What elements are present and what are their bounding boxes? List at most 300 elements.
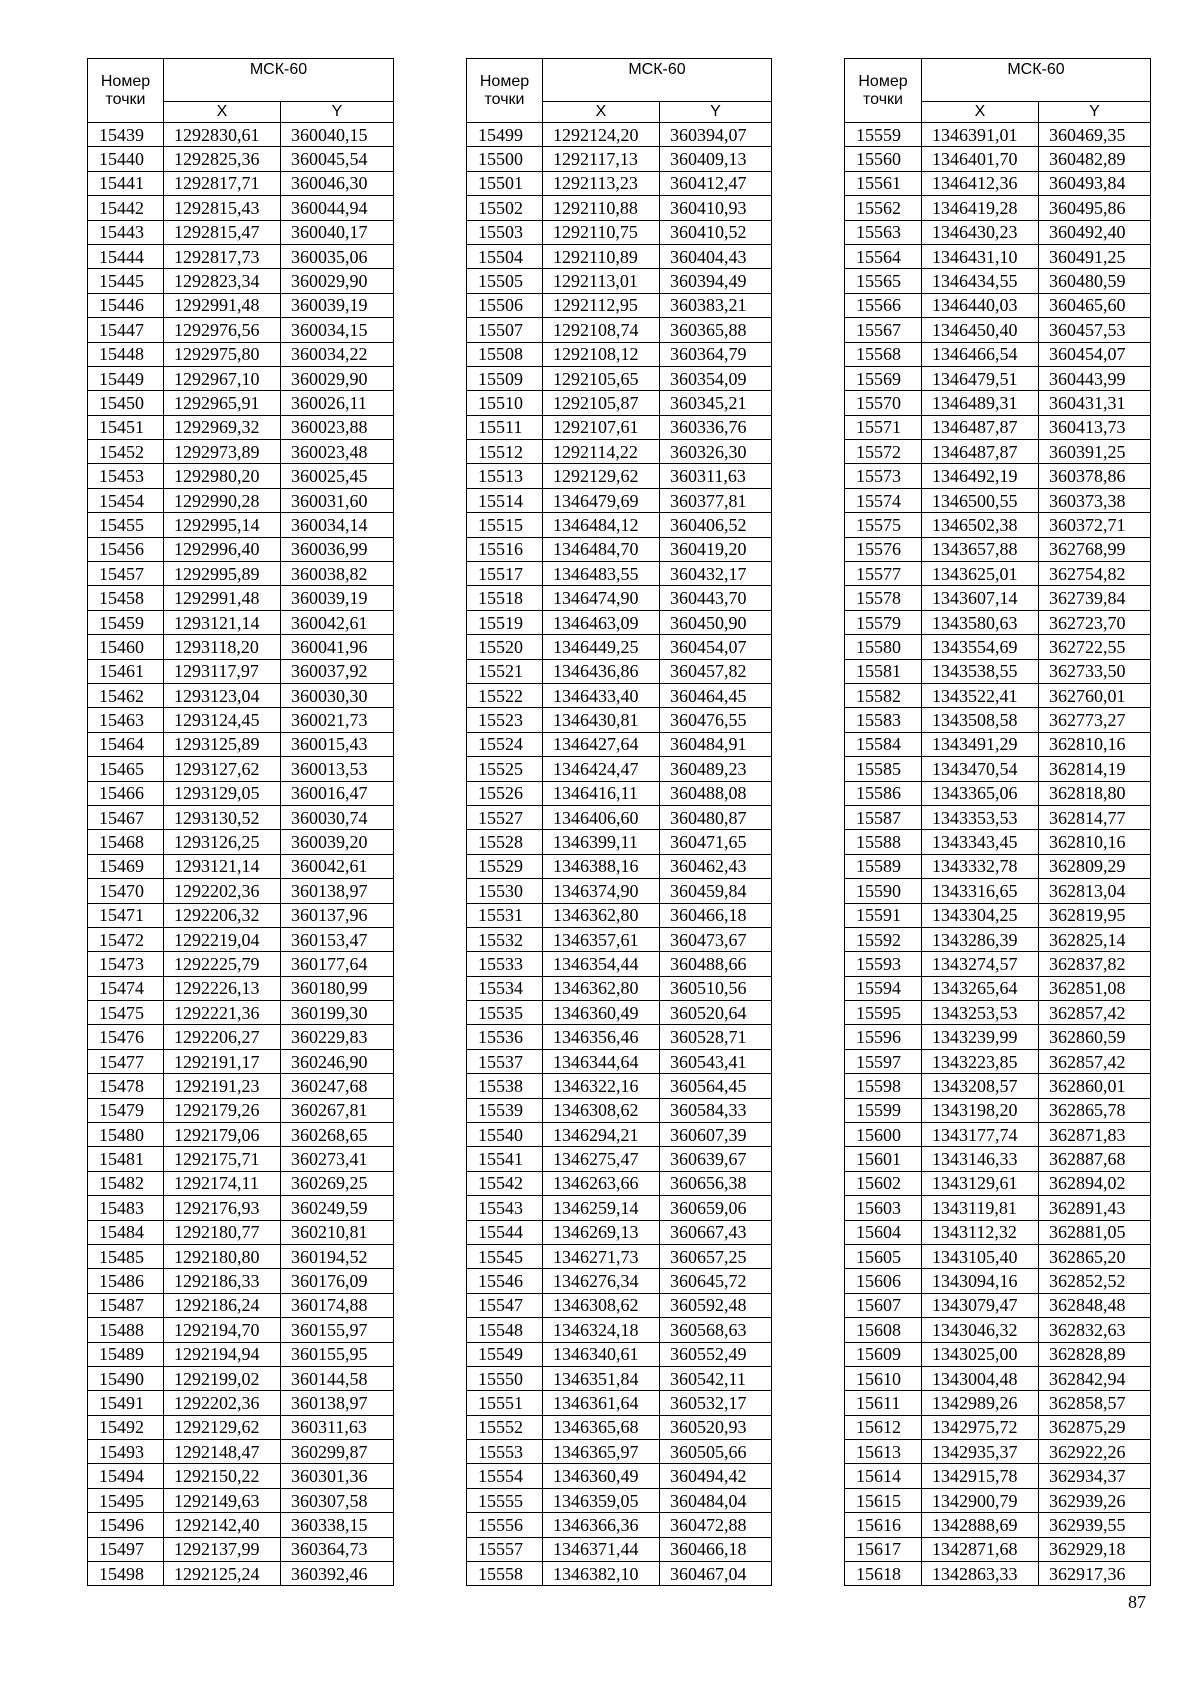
x-coordinate-cell: 1342871,68 bbox=[922, 1537, 1039, 1561]
y-coordinate-cell: 360657,25 bbox=[660, 1244, 772, 1268]
point-number-cell: 15554 bbox=[467, 1464, 543, 1488]
x-coordinate-cell: 1292108,12 bbox=[543, 342, 660, 366]
table-row bbox=[88, 830, 394, 854]
table-row bbox=[467, 391, 772, 415]
x-coordinate-cell: 1346382,10 bbox=[543, 1562, 660, 1586]
y-coordinate-cell: 360488,08 bbox=[660, 781, 772, 805]
y-coordinate-cell: 360489,23 bbox=[660, 757, 772, 781]
point-number-cell: 15487 bbox=[88, 1293, 164, 1317]
table-row bbox=[467, 537, 772, 561]
y-coordinate-cell: 360311,63 bbox=[281, 1415, 394, 1439]
point-number-cell: 15607 bbox=[845, 1293, 922, 1317]
x-coordinate-cell: 1346391,01 bbox=[922, 123, 1039, 147]
x-coordinate-cell: 1346388,16 bbox=[543, 854, 660, 878]
y-coordinate-cell: 360229,83 bbox=[281, 1025, 394, 1049]
x-coordinate-cell: 1346424,47 bbox=[543, 757, 660, 781]
table-row bbox=[845, 732, 1151, 756]
point-number-cell: 15591 bbox=[845, 903, 922, 927]
y-coordinate-cell: 360044,94 bbox=[281, 196, 394, 220]
y-coordinate-cell: 360269,25 bbox=[281, 1171, 394, 1195]
point-number-cell: 15608 bbox=[845, 1318, 922, 1342]
x-coordinate-cell: 1292129,62 bbox=[164, 1415, 281, 1439]
header-x: X bbox=[543, 102, 660, 123]
y-coordinate-cell: 360476,55 bbox=[660, 708, 772, 732]
point-number-cell: 15490 bbox=[88, 1366, 164, 1390]
x-coordinate-cell: 1343316,65 bbox=[922, 879, 1039, 903]
point-number-cell: 15444 bbox=[88, 244, 164, 268]
point-number-cell: 15503 bbox=[467, 220, 543, 244]
point-number-cell: 15493 bbox=[88, 1440, 164, 1464]
table-row bbox=[88, 854, 394, 878]
table-row bbox=[467, 293, 772, 317]
point-number-cell: 15474 bbox=[88, 976, 164, 1000]
x-coordinate-cell: 1346412,36 bbox=[922, 171, 1039, 195]
y-coordinate-cell: 360307,58 bbox=[281, 1488, 394, 1512]
y-coordinate-cell: 362887,68 bbox=[1039, 1147, 1151, 1171]
table-row bbox=[467, 683, 772, 707]
y-coordinate-cell: 360493,84 bbox=[1039, 171, 1151, 195]
table-row bbox=[88, 342, 394, 366]
y-coordinate-cell: 360016,47 bbox=[281, 781, 394, 805]
point-number-cell: 15566 bbox=[845, 293, 922, 317]
y-coordinate-cell: 360301,36 bbox=[281, 1464, 394, 1488]
y-coordinate-cell: 360520,64 bbox=[660, 1001, 772, 1025]
y-coordinate-cell: 360454,07 bbox=[660, 635, 772, 659]
point-number-cell: 15574 bbox=[845, 488, 922, 512]
table-row bbox=[845, 610, 1151, 634]
table-row bbox=[88, 659, 394, 683]
y-coordinate-cell: 362858,57 bbox=[1039, 1391, 1151, 1415]
x-coordinate-cell: 1292830,61 bbox=[164, 123, 281, 147]
point-number-cell: 15519 bbox=[467, 610, 543, 634]
point-number-cell: 15604 bbox=[845, 1220, 922, 1244]
point-number-cell: 15467 bbox=[88, 805, 164, 829]
y-coordinate-cell: 360510,56 bbox=[660, 976, 772, 1000]
y-coordinate-cell: 360137,96 bbox=[281, 903, 394, 927]
point-number-cell: 15579 bbox=[845, 610, 922, 634]
table-row bbox=[467, 147, 772, 171]
header-y: Y bbox=[1039, 102, 1151, 123]
point-number-cell: 15570 bbox=[845, 391, 922, 415]
table-row bbox=[467, 269, 772, 293]
table-row bbox=[845, 244, 1151, 268]
point-number-cell: 15609 bbox=[845, 1342, 922, 1366]
y-coordinate-cell: 360466,18 bbox=[660, 1537, 772, 1561]
y-coordinate-cell: 360025,45 bbox=[281, 464, 394, 488]
point-number-cell: 15553 bbox=[467, 1440, 543, 1464]
point-number-cell: 15465 bbox=[88, 757, 164, 781]
point-number-cell: 15447 bbox=[88, 318, 164, 342]
table-row bbox=[88, 171, 394, 195]
y-coordinate-cell: 360645,72 bbox=[660, 1269, 772, 1293]
x-coordinate-cell: 1346430,23 bbox=[922, 220, 1039, 244]
y-coordinate-cell: 362851,08 bbox=[1039, 976, 1151, 1000]
table-row bbox=[845, 1147, 1151, 1171]
x-coordinate-cell: 1292117,13 bbox=[543, 147, 660, 171]
x-coordinate-cell: 1343079,47 bbox=[922, 1293, 1039, 1317]
y-coordinate-cell: 360038,82 bbox=[281, 562, 394, 586]
x-coordinate-cell: 1292225,79 bbox=[164, 952, 281, 976]
point-number-cell: 15567 bbox=[845, 318, 922, 342]
x-coordinate-cell: 1342935,37 bbox=[922, 1440, 1039, 1464]
point-number-cell: 15443 bbox=[88, 220, 164, 244]
y-coordinate-cell: 360021,73 bbox=[281, 708, 394, 732]
x-coordinate-cell: 1346406,60 bbox=[543, 805, 660, 829]
table-row bbox=[467, 366, 772, 390]
x-coordinate-cell: 1346354,44 bbox=[543, 952, 660, 976]
table-row bbox=[88, 610, 394, 634]
table-row bbox=[467, 635, 772, 659]
x-coordinate-cell: 1292990,28 bbox=[164, 488, 281, 512]
table-row bbox=[88, 1098, 394, 1122]
point-number-cell: 15581 bbox=[845, 659, 922, 683]
table-row bbox=[845, 586, 1151, 610]
table-row bbox=[467, 903, 772, 927]
point-number-cell: 15590 bbox=[845, 879, 922, 903]
y-coordinate-cell: 360491,25 bbox=[1039, 244, 1151, 268]
point-number-cell: 15575 bbox=[845, 513, 922, 537]
x-coordinate-cell: 1292980,20 bbox=[164, 464, 281, 488]
x-coordinate-cell: 1346450,40 bbox=[922, 318, 1039, 342]
x-coordinate-cell: 1346401,70 bbox=[922, 147, 1039, 171]
table-row bbox=[845, 1025, 1151, 1049]
point-number-cell: 15536 bbox=[467, 1025, 543, 1049]
y-coordinate-cell: 360153,47 bbox=[281, 927, 394, 951]
point-number-cell: 15580 bbox=[845, 635, 922, 659]
point-number-cell: 15514 bbox=[467, 488, 543, 512]
point-number-cell: 15552 bbox=[467, 1415, 543, 1439]
table-row bbox=[467, 440, 772, 464]
y-coordinate-cell: 360210,81 bbox=[281, 1220, 394, 1244]
point-number-cell: 15495 bbox=[88, 1488, 164, 1512]
x-coordinate-cell: 1292186,24 bbox=[164, 1293, 281, 1317]
table-row bbox=[467, 1074, 772, 1098]
header-x: X bbox=[164, 102, 281, 123]
point-number-cell: 15461 bbox=[88, 659, 164, 683]
y-coordinate-cell: 360492,40 bbox=[1039, 220, 1151, 244]
table-row bbox=[88, 196, 394, 220]
x-coordinate-cell: 1346463,09 bbox=[543, 610, 660, 634]
x-coordinate-cell: 1346399,11 bbox=[543, 830, 660, 854]
y-coordinate-cell: 360039,19 bbox=[281, 293, 394, 317]
point-number-cell: 15564 bbox=[845, 244, 922, 268]
y-coordinate-cell: 360365,88 bbox=[660, 318, 772, 342]
y-coordinate-cell: 360364,73 bbox=[281, 1537, 394, 1561]
x-coordinate-cell: 1292148,47 bbox=[164, 1440, 281, 1464]
point-number-cell: 15484 bbox=[88, 1220, 164, 1244]
x-coordinate-cell: 1292815,43 bbox=[164, 196, 281, 220]
x-coordinate-cell: 1292221,36 bbox=[164, 1001, 281, 1025]
y-coordinate-cell: 360040,15 bbox=[281, 123, 394, 147]
y-coordinate-cell: 360311,63 bbox=[660, 464, 772, 488]
x-coordinate-cell: 1346430,81 bbox=[543, 708, 660, 732]
point-number-cell: 15618 bbox=[845, 1562, 922, 1586]
point-number-cell: 15596 bbox=[845, 1025, 922, 1049]
x-coordinate-cell: 1292973,89 bbox=[164, 440, 281, 464]
table-row bbox=[88, 781, 394, 805]
x-coordinate-cell: 1346484,12 bbox=[543, 513, 660, 537]
y-coordinate-cell: 362857,42 bbox=[1039, 1049, 1151, 1073]
point-number-cell: 15513 bbox=[467, 464, 543, 488]
table-row bbox=[845, 196, 1151, 220]
x-coordinate-cell: 1292976,56 bbox=[164, 318, 281, 342]
y-coordinate-cell: 360410,52 bbox=[660, 220, 772, 244]
x-coordinate-cell: 1343112,32 bbox=[922, 1220, 1039, 1244]
point-number-cell: 15534 bbox=[467, 976, 543, 1000]
point-number-cell: 15549 bbox=[467, 1342, 543, 1366]
table-row bbox=[88, 1391, 394, 1415]
x-coordinate-cell: 1343253,53 bbox=[922, 1001, 1039, 1025]
x-coordinate-cell: 1342989,26 bbox=[922, 1391, 1039, 1415]
y-coordinate-cell: 360026,11 bbox=[281, 391, 394, 415]
x-coordinate-cell: 1346275,47 bbox=[543, 1147, 660, 1171]
point-number-cell: 15617 bbox=[845, 1537, 922, 1561]
x-coordinate-cell: 1292991,48 bbox=[164, 293, 281, 317]
y-coordinate-cell: 360138,97 bbox=[281, 1391, 394, 1415]
table-row bbox=[845, 1342, 1151, 1366]
table-row bbox=[467, 976, 772, 1000]
x-coordinate-cell: 1292179,26 bbox=[164, 1098, 281, 1122]
table-row bbox=[845, 1513, 1151, 1537]
y-coordinate-cell: 360450,90 bbox=[660, 610, 772, 634]
y-coordinate-cell: 362739,84 bbox=[1039, 586, 1151, 610]
table-row bbox=[467, 1537, 772, 1561]
y-coordinate-cell: 360484,91 bbox=[660, 732, 772, 756]
table-row bbox=[467, 1513, 772, 1537]
table-row bbox=[88, 1147, 394, 1171]
y-coordinate-cell: 362875,29 bbox=[1039, 1415, 1151, 1439]
table-row bbox=[845, 415, 1151, 439]
x-coordinate-cell: 1346374,90 bbox=[543, 879, 660, 903]
point-number-cell: 15595 bbox=[845, 1001, 922, 1025]
y-coordinate-cell: 362760,01 bbox=[1039, 683, 1151, 707]
y-coordinate-cell: 360454,07 bbox=[1039, 342, 1151, 366]
point-number-cell: 15464 bbox=[88, 732, 164, 756]
y-coordinate-cell: 362819,95 bbox=[1039, 903, 1151, 927]
table-row bbox=[88, 513, 394, 537]
table-row bbox=[845, 976, 1151, 1000]
coordinates-table-3 bbox=[844, 58, 1151, 1586]
y-coordinate-cell: 360409,13 bbox=[660, 147, 772, 171]
y-coordinate-cell: 362891,43 bbox=[1039, 1196, 1151, 1220]
x-coordinate-cell: 1342915,78 bbox=[922, 1464, 1039, 1488]
x-coordinate-cell: 1292202,36 bbox=[164, 1391, 281, 1415]
point-number-cell: 15466 bbox=[88, 781, 164, 805]
table-row bbox=[845, 805, 1151, 829]
table-row bbox=[845, 147, 1151, 171]
y-coordinate-cell: 360042,61 bbox=[281, 610, 394, 634]
x-coordinate-cell: 1343304,25 bbox=[922, 903, 1039, 927]
y-coordinate-cell: 362939,55 bbox=[1039, 1513, 1151, 1537]
point-number-cell: 15500 bbox=[467, 147, 543, 171]
y-coordinate-cell: 360378,86 bbox=[1039, 464, 1151, 488]
y-coordinate-cell: 362865,20 bbox=[1039, 1244, 1151, 1268]
point-number-cell: 15501 bbox=[467, 171, 543, 195]
table-row bbox=[88, 1318, 394, 1342]
table-row bbox=[467, 708, 772, 732]
table-row bbox=[88, 537, 394, 561]
point-number-cell: 15559 bbox=[845, 123, 922, 147]
x-coordinate-cell: 1346479,69 bbox=[543, 488, 660, 512]
table-row bbox=[467, 196, 772, 220]
table-row bbox=[845, 1318, 1151, 1342]
y-coordinate-cell: 360176,09 bbox=[281, 1269, 394, 1293]
x-coordinate-cell: 1343274,57 bbox=[922, 952, 1039, 976]
header-coordinate-system: МСК-60 bbox=[543, 59, 772, 102]
table-row bbox=[467, 1440, 772, 1464]
table-row bbox=[88, 586, 394, 610]
table-row bbox=[845, 1098, 1151, 1122]
table-row bbox=[845, 854, 1151, 878]
x-coordinate-cell: 1292194,70 bbox=[164, 1318, 281, 1342]
point-number-cell: 15523 bbox=[467, 708, 543, 732]
table-row bbox=[467, 1342, 772, 1366]
point-number-cell: 15450 bbox=[88, 391, 164, 415]
table-row bbox=[467, 1318, 772, 1342]
y-coordinate-cell: 360443,99 bbox=[1039, 366, 1151, 390]
table-row bbox=[845, 757, 1151, 781]
table-row bbox=[467, 415, 772, 439]
x-coordinate-cell: 1346276,34 bbox=[543, 1269, 660, 1293]
x-coordinate-cell: 1343580,63 bbox=[922, 610, 1039, 634]
point-number-cell: 15600 bbox=[845, 1123, 922, 1147]
y-coordinate-cell: 360031,60 bbox=[281, 488, 394, 512]
x-coordinate-cell: 1292206,27 bbox=[164, 1025, 281, 1049]
header-coordinate-system: МСК-60 bbox=[922, 59, 1151, 102]
table-row bbox=[467, 1220, 772, 1244]
y-coordinate-cell: 360394,07 bbox=[660, 123, 772, 147]
table-row bbox=[88, 269, 394, 293]
table-row bbox=[467, 1293, 772, 1317]
table-row bbox=[88, 1220, 394, 1244]
x-coordinate-cell: 1346416,11 bbox=[543, 781, 660, 805]
x-coordinate-cell: 1346433,40 bbox=[543, 683, 660, 707]
y-coordinate-cell: 362768,99 bbox=[1039, 537, 1151, 561]
y-coordinate-cell: 360299,87 bbox=[281, 1440, 394, 1464]
table-row bbox=[88, 1366, 394, 1390]
table-row bbox=[845, 488, 1151, 512]
point-number-cell: 15473 bbox=[88, 952, 164, 976]
table-row bbox=[467, 123, 772, 147]
y-coordinate-cell: 360471,65 bbox=[660, 830, 772, 854]
y-coordinate-cell: 362848,48 bbox=[1039, 1293, 1151, 1317]
y-coordinate-cell: 360023,88 bbox=[281, 415, 394, 439]
x-coordinate-cell: 1346324,18 bbox=[543, 1318, 660, 1342]
table-row bbox=[845, 1269, 1151, 1293]
x-coordinate-cell: 1346479,51 bbox=[922, 366, 1039, 390]
x-coordinate-cell: 1343657,88 bbox=[922, 537, 1039, 561]
point-number-cell: 15470 bbox=[88, 879, 164, 903]
table-row bbox=[88, 123, 394, 147]
point-number-cell: 15535 bbox=[467, 1001, 543, 1025]
x-coordinate-cell: 1292206,32 bbox=[164, 903, 281, 927]
table-row bbox=[467, 1391, 772, 1415]
header-coordinate-system: МСК-60 bbox=[164, 59, 394, 102]
table-row bbox=[845, 342, 1151, 366]
point-number-cell: 15557 bbox=[467, 1537, 543, 1561]
y-coordinate-cell: 362857,42 bbox=[1039, 1001, 1151, 1025]
y-coordinate-cell: 360552,49 bbox=[660, 1342, 772, 1366]
x-coordinate-cell: 1293130,52 bbox=[164, 805, 281, 829]
point-number-cell: 15529 bbox=[467, 854, 543, 878]
y-coordinate-cell: 360194,52 bbox=[281, 1244, 394, 1268]
x-coordinate-cell: 1293124,45 bbox=[164, 708, 281, 732]
point-number-cell: 15508 bbox=[467, 342, 543, 366]
point-number-cell: 15485 bbox=[88, 1244, 164, 1268]
x-coordinate-cell: 1346500,55 bbox=[922, 488, 1039, 512]
table-row bbox=[88, 708, 394, 732]
table-row bbox=[88, 927, 394, 951]
x-coordinate-cell: 1346365,68 bbox=[543, 1415, 660, 1439]
point-number-cell: 15455 bbox=[88, 513, 164, 537]
x-coordinate-cell: 1292137,99 bbox=[164, 1537, 281, 1561]
table-row bbox=[467, 1123, 772, 1147]
x-coordinate-cell: 1343508,58 bbox=[922, 708, 1039, 732]
table-row bbox=[467, 830, 772, 854]
x-coordinate-cell: 1293118,20 bbox=[164, 635, 281, 659]
table-row bbox=[88, 366, 394, 390]
point-number-cell: 15472 bbox=[88, 927, 164, 951]
x-coordinate-cell: 1292815,47 bbox=[164, 220, 281, 244]
point-number-cell: 15511 bbox=[467, 415, 543, 439]
point-number-cell: 15571 bbox=[845, 415, 922, 439]
y-coordinate-cell: 360667,43 bbox=[660, 1220, 772, 1244]
table-row bbox=[467, 659, 772, 683]
y-coordinate-cell: 362810,16 bbox=[1039, 830, 1151, 854]
point-number-cell: 15555 bbox=[467, 1488, 543, 1512]
y-coordinate-cell: 360659,06 bbox=[660, 1196, 772, 1220]
y-coordinate-cell: 360494,42 bbox=[660, 1464, 772, 1488]
table-row bbox=[467, 318, 772, 342]
point-number-cell: 15477 bbox=[88, 1049, 164, 1073]
point-number-cell: 15499 bbox=[467, 123, 543, 147]
x-coordinate-cell: 1292107,61 bbox=[543, 415, 660, 439]
y-coordinate-cell: 360030,74 bbox=[281, 805, 394, 829]
x-coordinate-cell: 1343094,16 bbox=[922, 1269, 1039, 1293]
x-coordinate-cell: 1346357,61 bbox=[543, 927, 660, 951]
point-number-cell: 15452 bbox=[88, 440, 164, 464]
x-coordinate-cell: 1346484,70 bbox=[543, 537, 660, 561]
y-coordinate-cell: 360354,09 bbox=[660, 366, 772, 390]
x-coordinate-cell: 1346431,10 bbox=[922, 244, 1039, 268]
table-row bbox=[845, 1391, 1151, 1415]
point-number-cell: 15441 bbox=[88, 171, 164, 195]
y-coordinate-cell: 362832,63 bbox=[1039, 1318, 1151, 1342]
y-coordinate-cell: 360505,66 bbox=[660, 1440, 772, 1464]
x-coordinate-cell: 1343265,64 bbox=[922, 976, 1039, 1000]
point-number-cell: 15512 bbox=[467, 440, 543, 464]
x-coordinate-cell: 1292180,80 bbox=[164, 1244, 281, 1268]
x-coordinate-cell: 1292199,02 bbox=[164, 1366, 281, 1390]
y-coordinate-cell: 362813,04 bbox=[1039, 879, 1151, 903]
point-number-cell: 15583 bbox=[845, 708, 922, 732]
x-coordinate-cell: 1346419,28 bbox=[922, 196, 1039, 220]
point-number-cell: 15585 bbox=[845, 757, 922, 781]
table-row bbox=[467, 220, 772, 244]
table-row bbox=[467, 757, 772, 781]
table-row bbox=[845, 830, 1151, 854]
point-number-cell: 15446 bbox=[88, 293, 164, 317]
x-coordinate-cell: 1346427,64 bbox=[543, 732, 660, 756]
y-coordinate-cell: 360472,88 bbox=[660, 1513, 772, 1537]
y-coordinate-cell: 362733,50 bbox=[1039, 659, 1151, 683]
x-coordinate-cell: 1346362,80 bbox=[543, 903, 660, 927]
table-row bbox=[88, 1562, 394, 1586]
table-row bbox=[467, 927, 772, 951]
y-coordinate-cell: 362773,27 bbox=[1039, 708, 1151, 732]
point-number-cell: 15601 bbox=[845, 1147, 922, 1171]
x-coordinate-cell: 1343177,74 bbox=[922, 1123, 1039, 1147]
